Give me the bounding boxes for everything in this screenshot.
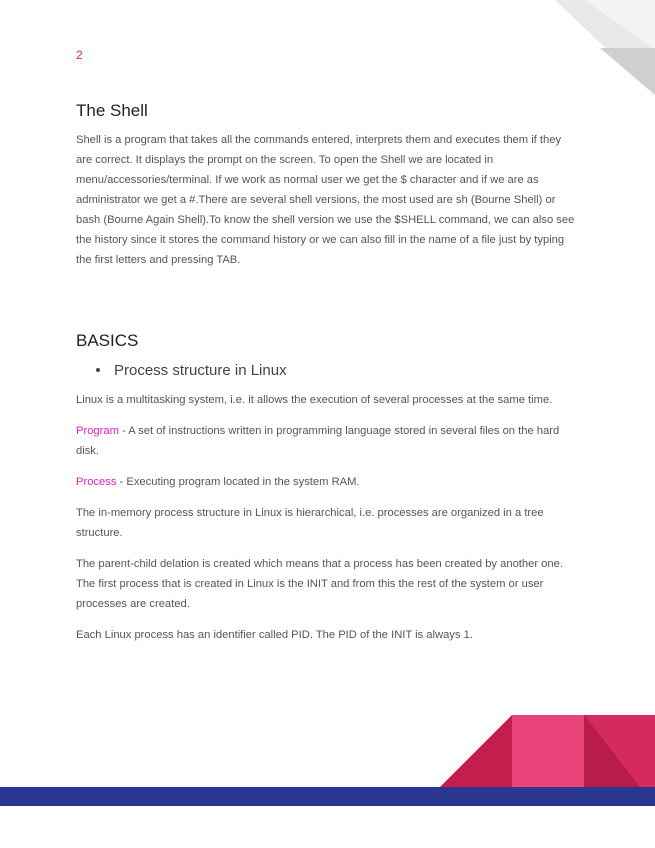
section-basics bbox=[76, 330, 576, 645]
bullet-item bbox=[96, 358, 576, 382]
parent-child-paragraph: The parent-child delation is created which means that a process has been created by another one. The first process that is created in Linux is the INIT and from this the rest of the system or user processes are created. bbox=[76, 558, 563, 610]
section-heading-shell: The Shell bbox=[76, 101, 148, 120]
hierarchy-paragraph: The in-memory process structure in Linux is hierarchical, i.e. processes are organized in a tree structure. bbox=[76, 507, 544, 539]
intro-paragraph: Linux is a multitasking system, i.e. it allows the execution of several processes at the same time. bbox=[76, 394, 553, 406]
program-definition bbox=[76, 421, 576, 461]
program-term: Program bbox=[76, 425, 119, 437]
corner-decoration bbox=[535, 0, 655, 100]
pid-paragraph: Each Linux process has an identifier called PID. The PID of the INIT is always 1. bbox=[76, 629, 473, 641]
shell-paragraph: Shell is a program that takes all the commands entered, interprets them and executes them if they are correct. It displays the prompt on the screen. To open the Shell we are located in menu/accessories/terminal. If we work as normal user we get the $ character and if we are as administrator we get a #.There are several shell versions, the most used are sh (Bourne Shell) or bash (Bourne Again Shell).To know the shell version we use the $SHELL command, we can also see the history since it stores the command history or we can also fill in the name of a file just by typing the first letters and pressing TAB. bbox=[76, 134, 575, 266]
bullet-dot-icon bbox=[96, 368, 100, 372]
bullet-label: Process structure in Linux bbox=[114, 361, 287, 379]
page-number: 2 bbox=[76, 48, 83, 62]
process-term: Process bbox=[76, 476, 117, 488]
section-the-shell bbox=[76, 100, 576, 270]
process-definition bbox=[76, 472, 576, 492]
process-definition-text: - Executing program located in the system RAM. bbox=[116, 476, 360, 488]
section-heading-basics: BASICS bbox=[76, 331, 139, 350]
program-definition-text: - A set of instructions written in programming language stored in several files on the hard disk. bbox=[76, 425, 560, 457]
document-body bbox=[76, 100, 576, 656]
footer-decoration bbox=[0, 700, 655, 810]
